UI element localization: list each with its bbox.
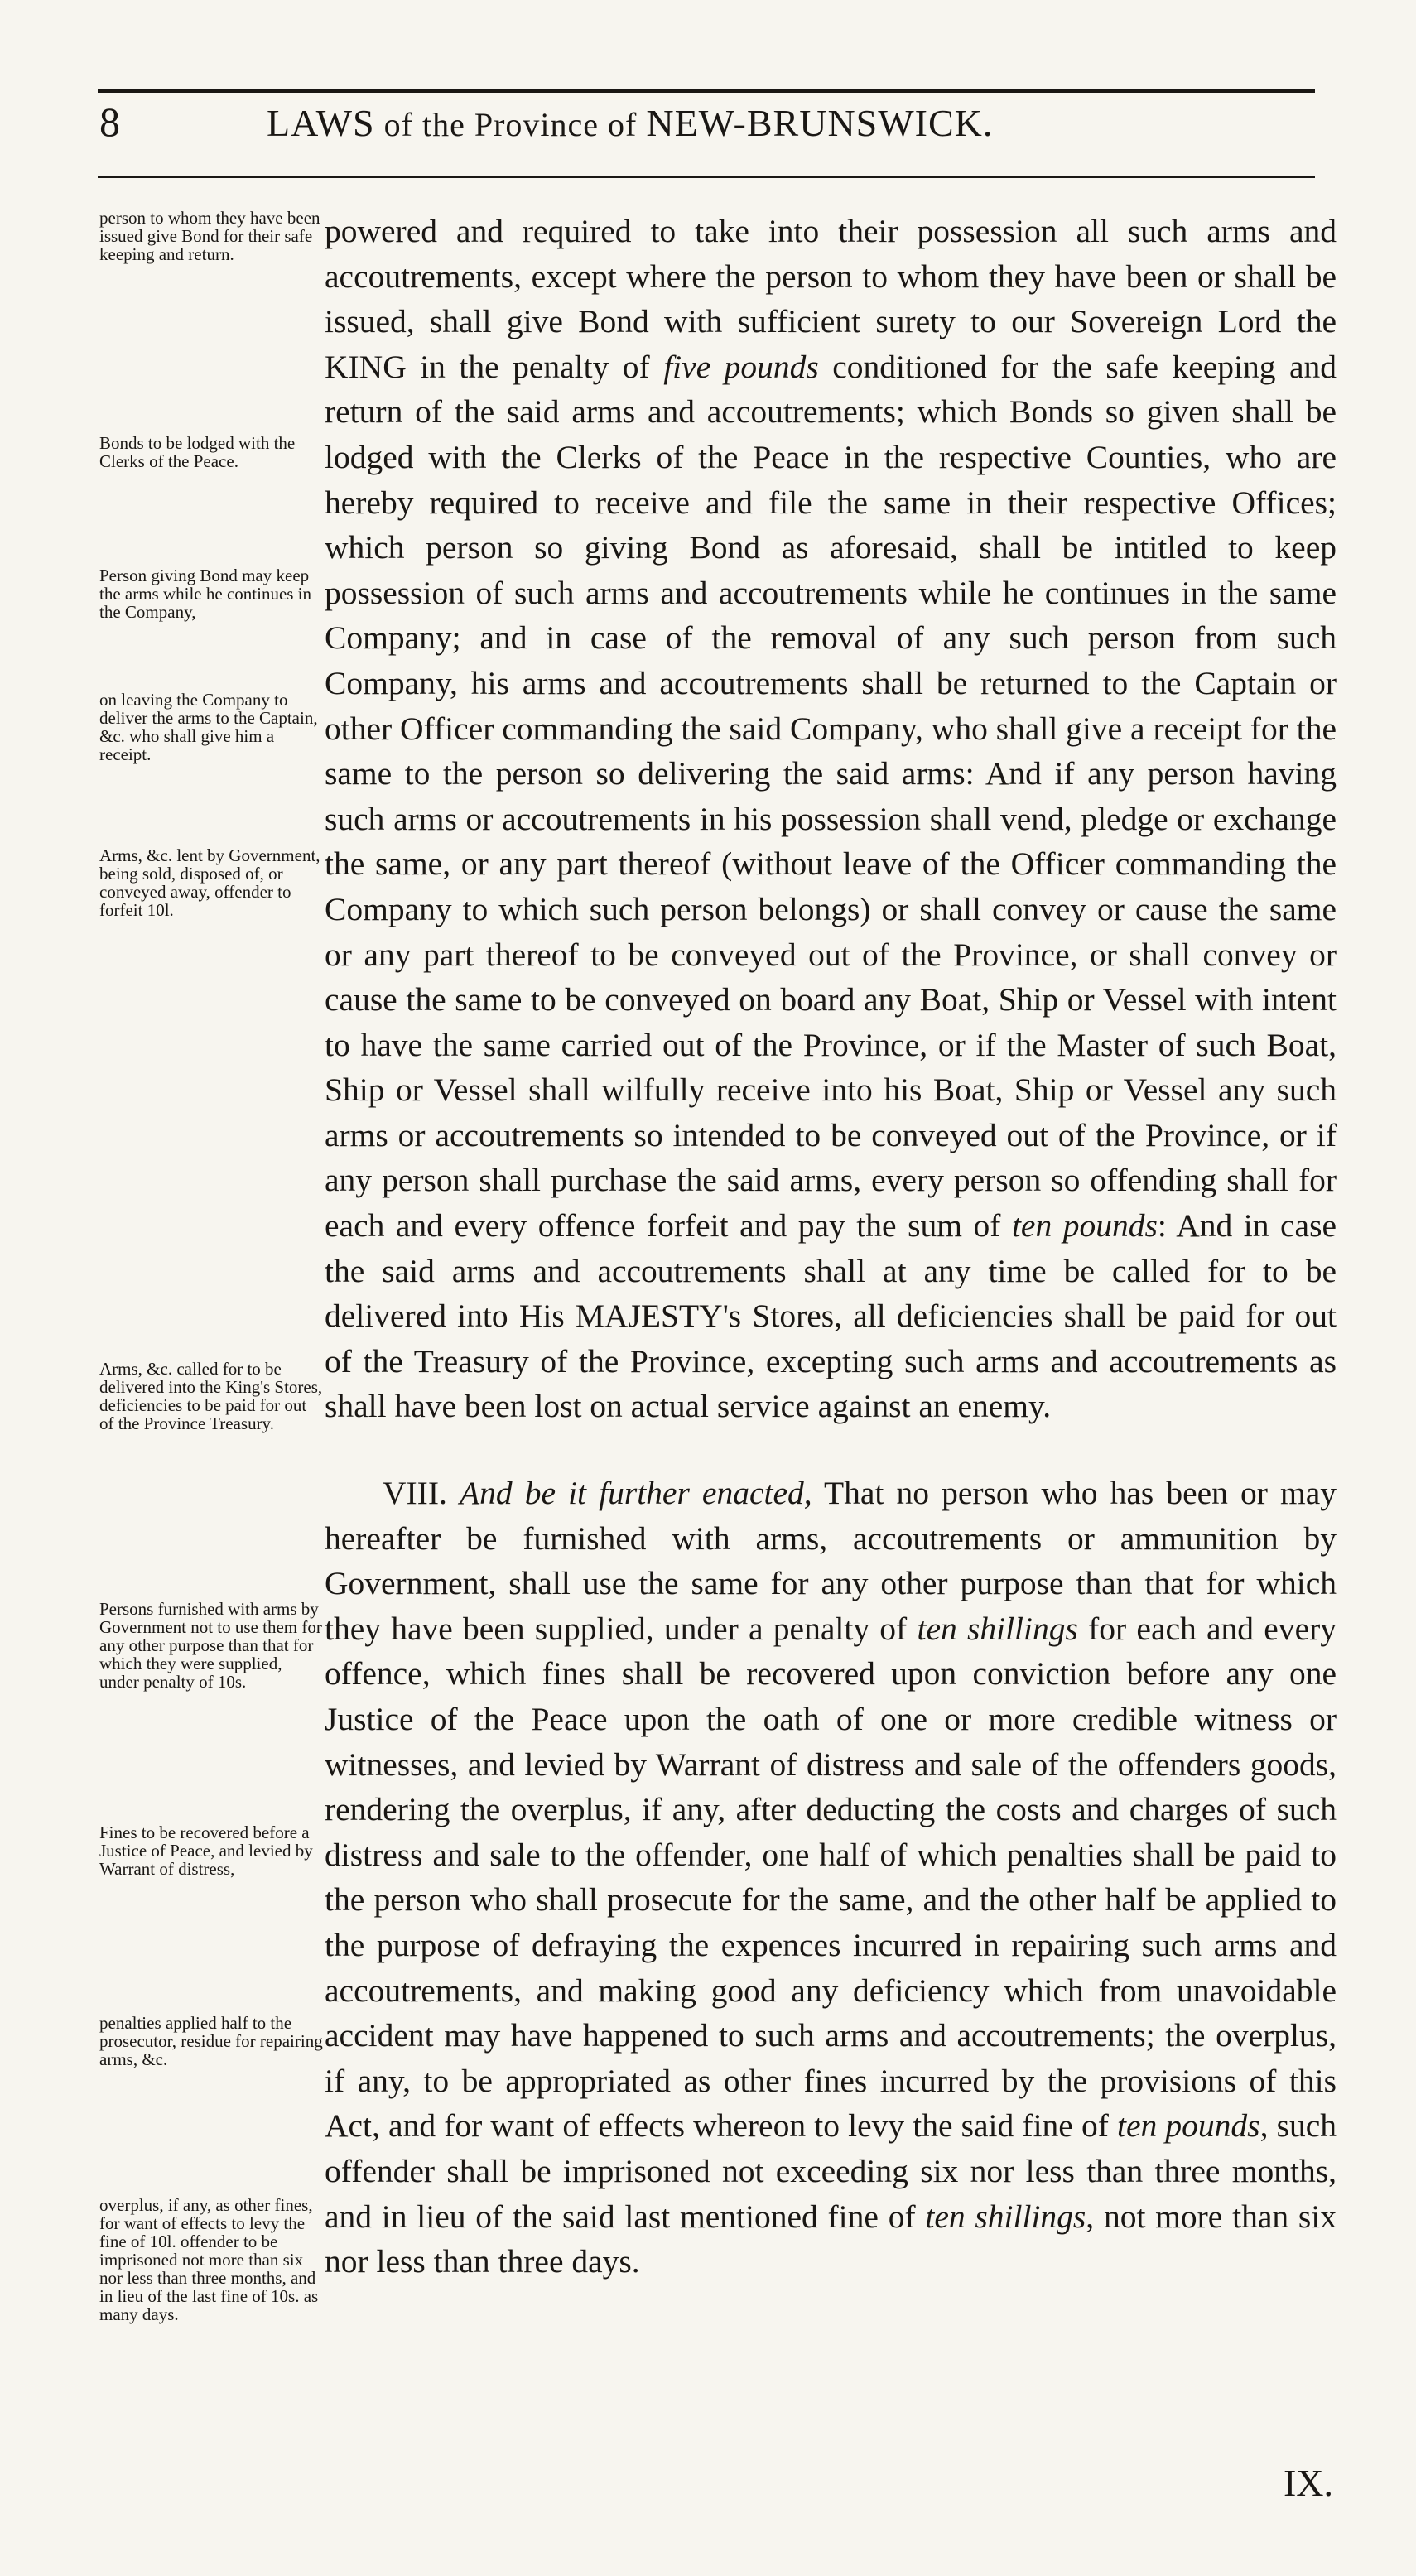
text-ten-shillings: ten shillings [925, 2198, 1086, 2235]
catchword: IX. [1283, 2462, 1333, 2504]
text-ten-shillings: ten shillings [917, 1610, 1078, 1647]
text-run: , not more than six nor less than three days. [325, 2198, 1337, 2280]
margin-note-bond: person to whom they have been issued give Bond for their safe keeping and return. [99, 208, 320, 264]
margin-note-leaving: on leaving the Company to deliver the arms to the Captain, &c. who shall give him a receipt. [99, 690, 318, 764]
text-run: for each and every offence, which fines shall be recovered upon conviction before any one Justice of the Peace upon the oath of one or more credible witness or witnesses, and levied by Warrant of distress and sale of the offenders goods, rendering the overplus, if any, after deducting the costs and charges of such distress and sale to the offender, one half of which penalties shall be paid to the person who shall prosecute for the same, and the other half be applied to the purpose of defraying the expences incurred in repairing such arms and accoutrements, and making good any deficiency which from unavoidable accident may have happened to such arms and accoutrements; the overplus, if any, to be appropriated as other fines incurred by the provisions of this Act, and for want of effects whereon to levy the said fine of [325, 1610, 1337, 2145]
running-head-nb: NEW-BRUNSWICK. [646, 102, 994, 144]
text-majesty: MAJESTY [575, 1298, 723, 1335]
running-head-province: of the Province of [374, 106, 647, 143]
page-number: 8 [99, 99, 120, 145]
header-rule-bottom [98, 176, 1315, 178]
margin-note-forfeit: Arms, &c. lent by Government, being sold, disposed of, or conveyed away, offender to forfeit 10l. [99, 845, 320, 920]
text-run: That no person who has been or may hereafter be furnished with arms, accoutrements or ammunition by Government, shall use the same for any other purpose than that for which they have been supplied, under a penalty of [325, 1475, 1337, 1647]
margin-note-persons-furnished: Persons furnished with arms by Government not to use them for any other purpose than that for which they were supplied, under penalty of 10s. [99, 1599, 322, 1692]
section-enacting-clause: And be it further enacted, [459, 1475, 812, 1512]
margin-note-fines: Fines to be recovered before a Justice of Peace, and levied by Warrant of distress, [99, 1822, 313, 1879]
text-king: KING [325, 348, 407, 385]
text-run: powered and required to take into their possession all such arms and accoutrements, except where the person to whom they have been or shall be issued, shall give Bond with sufficient surety to our Sovereign Lord the [325, 213, 1337, 340]
section-number: VIII. [383, 1475, 460, 1512]
text-run: conditioned for the safe keeping and return of the said arms and accoutrements; which Bonds so given shall be lodged with the Clerks of the Peace in the respective Counties, who are hereby required to receive and file the same in their respective Offices; which person so giving Bond as aforesaid, shall be intitled to keep possession of such arms and accoutrements while he continues in the same Company; and in case of the removal of any such person from such Company, his arms and accoutrements shall be returned to the Captain or other Officer commanding the said Company, who shall give a receipt for the same to the person so delivering the said arms: And if any person having such arms or accoutrements in his possession shall vend, pledge or exchange the same, or any part thereof (without leave of the Officer commanding the Company to which such person belongs) or shall convey or cause the same or any part thereof to be conveyed out of the Province, or shall convey or cause the same to be conveyed on board any Boat, Ship or Vessel with intent to have the same carried out of the Province, or if the Master of such Boat, Ship or Vessel shall wilfully receive into his Boat, Ship or Vessel any such arms or accoutrements so intended to be conveyed out of the Province, or if any person shall purchase the said arms, every person so offending shall for each and every offence forfeit and pay the sum of [325, 348, 1337, 1245]
section-viii [325, 1471, 1337, 2285]
running-head [267, 101, 993, 145]
text-run: 's Stores, all deficiencies shall be paid for out of the Treasury of the Province, excepting such arms and accoutrements as shall have been lost on actual service against an enemy. [325, 1298, 1337, 1425]
margin-note-penalties: penalties applied half to the prosecutor, residue for repairing arms, &c. [99, 2013, 323, 2069]
running-head-laws: LAWS [267, 102, 375, 144]
text-run: : And in case the said arms and accoutrements shall at any time be called for to be delivered into His [325, 1207, 1337, 1335]
text-five-pounds: five pounds [663, 348, 819, 385]
margin-note-keep-arms: Person giving Bond may keep the arms while he continues in the Company, [99, 566, 312, 622]
paragraph-arms-bond [325, 209, 1337, 1429]
text-run: in the penalty of [406, 348, 664, 385]
text-ten-pounds: ten pounds [1117, 2107, 1260, 2145]
header-rule-top [98, 89, 1315, 93]
text-ten-pounds: ten pounds [1011, 1207, 1158, 1245]
margin-note-stores: Arms, &c. called for to be delivered into the King's Stores, deficiencies to be paid for out of the Province Treasury. [99, 1359, 323, 1433]
margin-note-clerks: Bonds to be lodged with the Clerks of the Peace. [99, 433, 296, 471]
body-text [325, 209, 1337, 2285]
margin-note-overplus: overplus, if any, as other fines, for want of effects to levy the fine of 10l. offender to be imprisoned not more than six nor less than three months, and in lieu of the last fine of 10s. as many days. [99, 2195, 319, 2324]
text-run: , such offender shall be imprisoned not exceeding six nor less than three months, and in lieu of the said last mentioned fine of [325, 2107, 1337, 2235]
